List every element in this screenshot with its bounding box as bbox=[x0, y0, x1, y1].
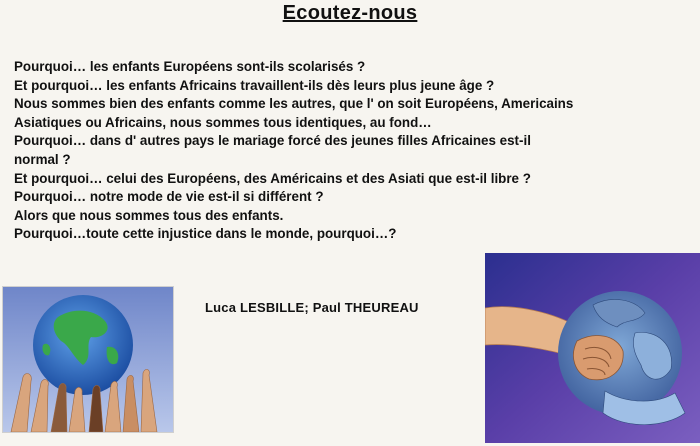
authors: Luca LESBILLE; Paul THEUREAU bbox=[205, 300, 419, 315]
poem-line: Pourquoi… les enfants Européens sont-ils scolarisés ? bbox=[14, 59, 366, 74]
poem-line: Alors que nous sommes tous des enfants. bbox=[14, 207, 284, 223]
document-title: Ecoutez-nous bbox=[282, 2, 418, 24]
poem-line: Pourquoi… notre mode de vie est-il si différent ? bbox=[14, 189, 324, 205]
poem-line: Et pourquoi… celui des Européens, des Américains et des Asiati que est-il libre ? bbox=[14, 170, 531, 186]
poem-line: Et pourquoi… les enfants Africains travaillent-ils dès leurs plus jeune âge ? bbox=[14, 77, 495, 93]
poem-line: Pourquoi… dans d' autres pays le mariage forcé des jeunes filles Africaines est-il bbox=[14, 133, 531, 149]
poem-line: Pourquoi…toute cette injustice dans le monde, pourquoi…? bbox=[14, 226, 397, 242]
poem-line: Asiatiques ou Africains, nous sommes tous identiques, au fond… bbox=[14, 114, 432, 130]
poem-line: normal ? bbox=[14, 151, 71, 167]
hands-clasped-world-image bbox=[485, 253, 700, 443]
globe-held-by-hands-image bbox=[2, 286, 174, 433]
poem-text bbox=[14, 58, 700, 244]
poem-line: Nous sommes bien des enfants comme les autres, que l' on soit Européens, Americains bbox=[14, 96, 574, 112]
